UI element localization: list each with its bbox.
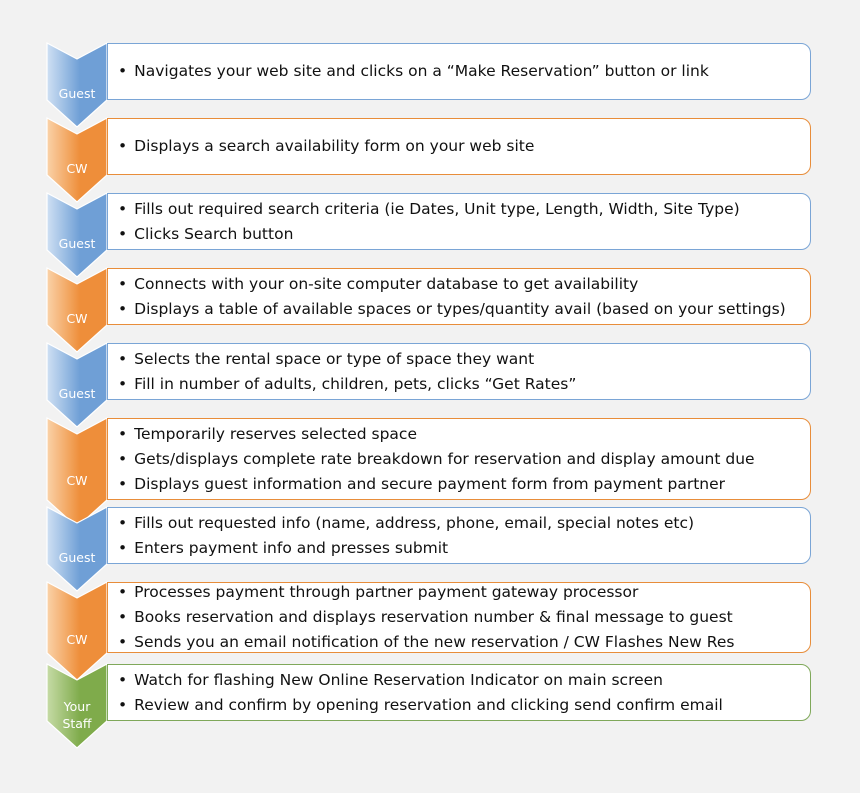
step-bullet: • Fill in number of adults, children, pets, clicks “Get Rates”: [118, 372, 806, 397]
step-bullet: • Displays a table of available spaces or types/quantity avail (based on your settings): [118, 297, 806, 322]
step-bullet: • Displays guest information and secure payment form from payment partner: [118, 472, 806, 497]
step-bullet: • Fills out required search criteria (ie Dates, Unit type, Length, Width, Site Type): [118, 197, 806, 222]
actor-label: Guest: [58, 549, 96, 565]
step-bullet: • Selects the rental space or type of space they want: [118, 347, 806, 372]
actor-label: Guest: [58, 235, 96, 251]
actor-label: CW: [66, 310, 88, 326]
step-box: [107, 418, 811, 500]
step-bullet: • Sends you an email notification of the new reservation / CW Flashes New Res: [118, 630, 806, 655]
step-box: [107, 582, 811, 653]
step-bullet: • Connects with your on-site computer database to get availability: [118, 272, 806, 297]
actor-label: CW: [66, 160, 88, 176]
step-bullet: • Temporarily reserves selected space: [118, 422, 806, 447]
step-bullet: • Fills out requested info (name, address, phone, email, special notes etc): [118, 511, 806, 536]
step-bullet: • Enters payment info and presses submit: [118, 536, 806, 561]
step-bullet: • Watch for flashing New Online Reservation Indicator on main screen: [118, 668, 806, 693]
step-box: [107, 193, 811, 250]
step-box: [107, 664, 811, 721]
step-box: [107, 268, 811, 325]
step-bullet: • Books reservation and displays reservation number & final message to guest: [118, 605, 806, 630]
step-bullet: • Processes payment through partner payment gateway processor: [118, 580, 806, 605]
step-box: [107, 343, 811, 400]
step-bullet: • Displays a search availability form on your web site: [118, 134, 806, 159]
actor-label: CW: [66, 473, 88, 488]
step-bullet: • Review and confirm by opening reservation and clicking send confirm email: [118, 693, 806, 718]
actor-label: Guest: [58, 385, 96, 401]
actor-label: Guest: [58, 85, 96, 101]
step-bullet: • Clicks Search button: [118, 222, 806, 247]
actor-label: Your Staff: [62, 698, 92, 731]
step-box: [107, 43, 811, 100]
actor-label: CW: [66, 631, 88, 647]
step-box: [107, 507, 811, 564]
step-box: [107, 118, 811, 175]
step-bullet: • Gets/displays complete rate breakdown for reservation and display amount due: [118, 447, 806, 472]
step-bullet: • Navigates your web site and clicks on a “Make Reservation” button or link: [118, 59, 806, 84]
